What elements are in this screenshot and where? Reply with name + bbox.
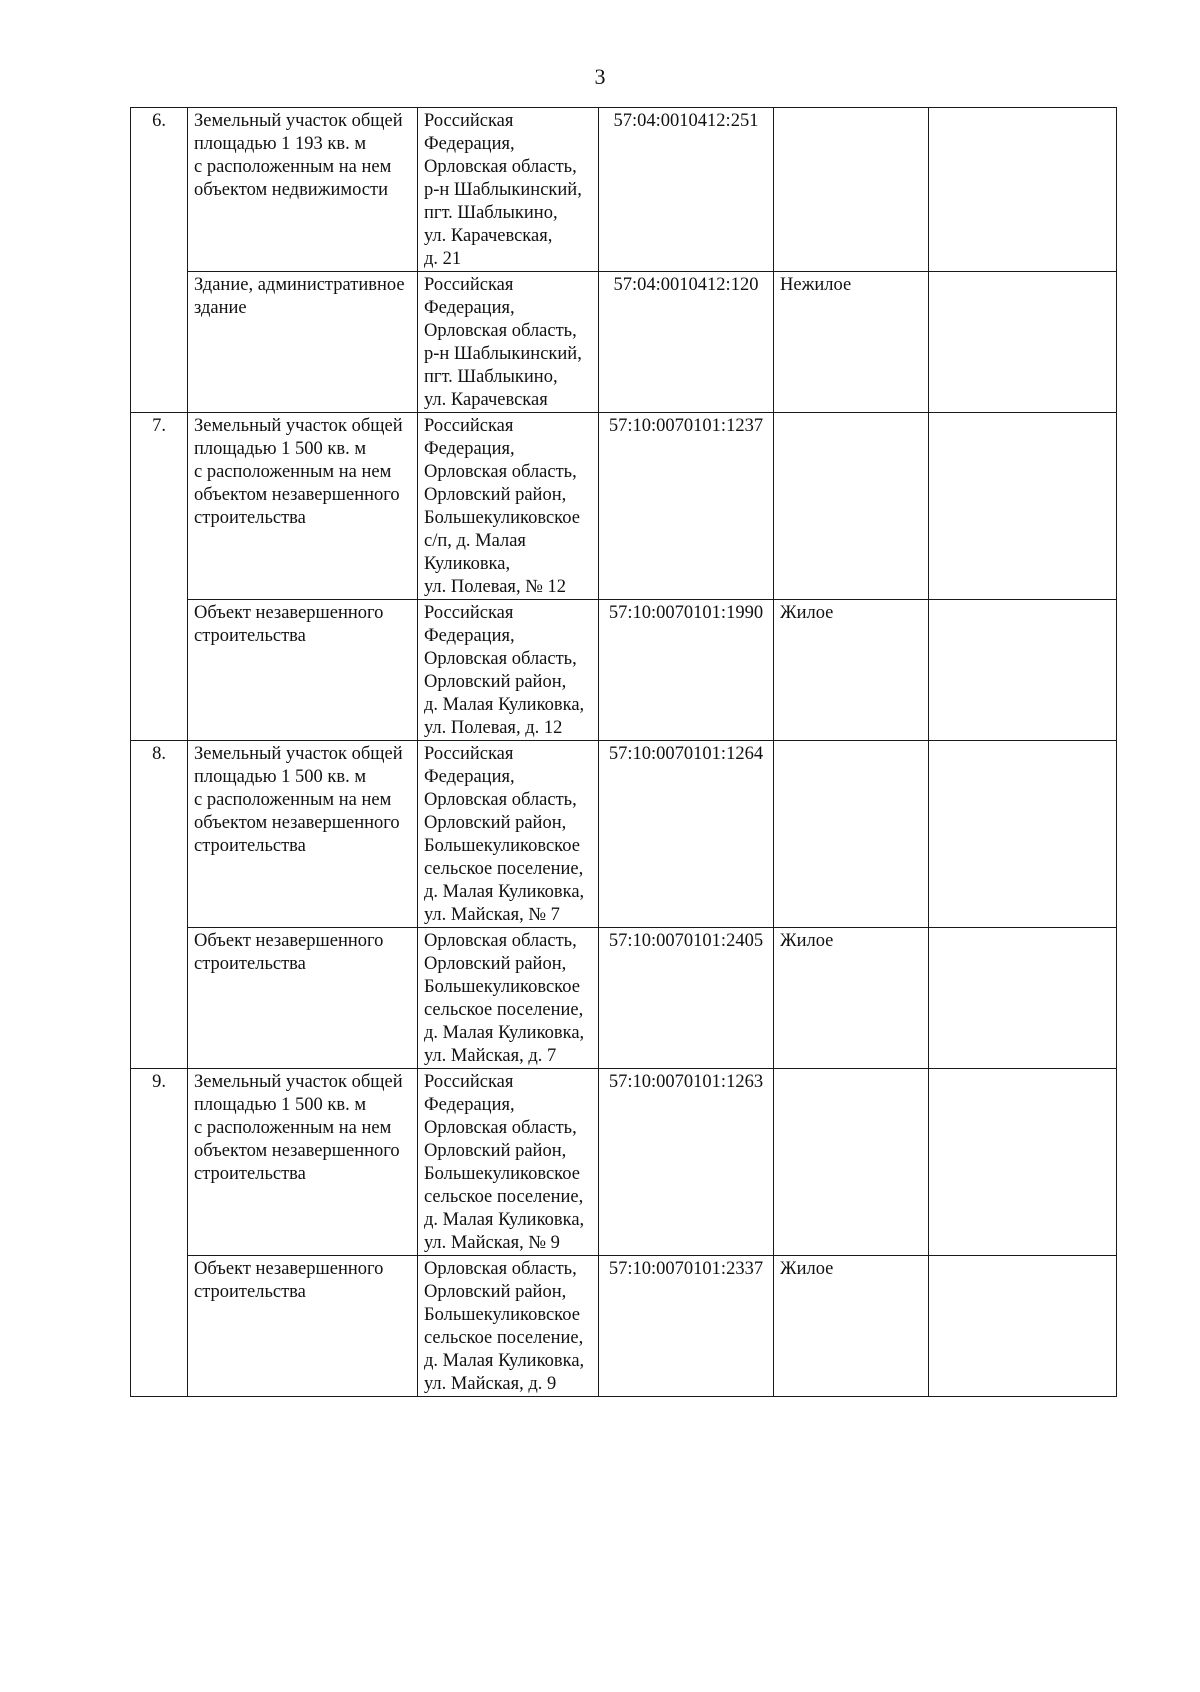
cadastral-number: 57:10:0070101:2405 [608, 931, 764, 951]
row-number-cell [131, 1069, 188, 1397]
extra-cell [929, 108, 1117, 272]
page-number: 3 [594, 64, 606, 89]
address-line: Орловская область, [424, 462, 577, 482]
row-number: 9. [152, 1072, 166, 1092]
address-line: Российская [424, 275, 514, 295]
purpose-cell [774, 600, 929, 741]
address-line: Большекуликовское [424, 836, 580, 856]
row-number: 7. [152, 416, 166, 436]
address-cell [418, 108, 599, 272]
registry-body [131, 108, 1117, 1397]
object-name-line: строительства [194, 508, 306, 528]
address-line: Куликовка, [424, 554, 511, 574]
cadastral-number: 57:10:0070101:1990 [608, 603, 764, 623]
address-line: пгт. Шаблыкино, [424, 203, 558, 223]
cadastral-number-cell [599, 108, 774, 272]
object-name-line: Объект незавершенного [194, 1259, 384, 1279]
address-line: Орловская область, [424, 931, 577, 951]
cadastral-number-cell [599, 272, 774, 413]
object-name-line: объектом незавершенного [194, 485, 400, 505]
address-line: Российская [424, 1072, 514, 1092]
address-line: Орловская область, [424, 790, 577, 810]
row-number-cell [131, 108, 188, 413]
address-line: Большекуликовское [424, 977, 580, 997]
table-row [131, 741, 1117, 928]
address-line: Большекуликовское [424, 508, 580, 528]
address-line: с/п, д. Малая [424, 531, 526, 551]
address-cell [418, 1069, 599, 1256]
object-name-line: с расположенным на нем [194, 462, 392, 482]
row-number-cell [131, 741, 188, 1069]
address-line: Российская [424, 744, 514, 764]
extra-cell [929, 272, 1117, 413]
table-row [131, 1256, 1117, 1397]
table-row [131, 272, 1117, 413]
row-number-cell [131, 413, 188, 741]
address-line: д. Малая Куликовка, [424, 1351, 585, 1371]
address-line: Российская [424, 416, 514, 436]
address-line: Федерация, [424, 626, 515, 646]
object-name-line: площадью 1 193 кв. м [194, 134, 367, 154]
object-name-line: Земельный участок общей [194, 744, 403, 764]
purpose-cell [774, 1256, 929, 1397]
address-line: ул. Майская, № 7 [424, 905, 560, 925]
address-line: р-н Шаблыкинский, [424, 180, 582, 200]
address-line: Орловский район, [424, 485, 567, 505]
object-name-line: Объект незавершенного [194, 931, 384, 951]
address-line: ул. Майская, д. 9 [424, 1374, 557, 1394]
address-line: Орловский район, [424, 813, 567, 833]
address-line: Большекуликовское [424, 1305, 580, 1325]
address-line: д. Малая Куликовка, [424, 695, 585, 715]
cadastral-number-cell [599, 600, 774, 741]
address-cell [418, 600, 599, 741]
address-cell [418, 413, 599, 600]
extra-cell [929, 928, 1117, 1069]
address-line: Орловский район, [424, 954, 567, 974]
table-row [131, 413, 1117, 600]
address-line: Федерация, [424, 767, 515, 787]
purpose-value: Жилое [780, 1259, 834, 1279]
object-name-cell [188, 1256, 418, 1397]
address-line: Орловская область, [424, 1118, 577, 1138]
table-row [131, 600, 1117, 741]
object-name-cell [188, 600, 418, 741]
extra-cell [929, 741, 1117, 928]
table-row [131, 1069, 1117, 1256]
object-name-line: здание [194, 298, 247, 318]
address-line: ул. Майская, д. 7 [424, 1046, 557, 1066]
address-line: сельское поселение, [424, 1000, 584, 1020]
address-line: Федерация, [424, 298, 515, 318]
address-line: Федерация, [424, 134, 515, 154]
row-number: 6. [152, 111, 166, 131]
object-name-line: строительства [194, 1282, 306, 1302]
object-name-line: Земельный участок общей [194, 1072, 403, 1092]
address-line: сельское поселение, [424, 859, 584, 879]
address-cell [418, 928, 599, 1069]
extra-cell [929, 600, 1117, 741]
object-name-line: Земельный участок общей [194, 111, 403, 131]
object-name-line: строительства [194, 1164, 306, 1184]
address-line: Орловская область, [424, 157, 577, 177]
object-name-line: площадью 1 500 кв. м [194, 767, 367, 787]
object-name-line: площадью 1 500 кв. м [194, 439, 367, 459]
address-line: пгт. Шаблыкино, [424, 367, 558, 387]
object-name-line: с расположенным на нем [194, 157, 392, 177]
address-cell [418, 272, 599, 413]
object-name-line: объектом незавершенного [194, 1141, 400, 1161]
purpose-cell [774, 928, 929, 1069]
cadastral-number-cell [599, 413, 774, 600]
cadastral-number-cell [599, 741, 774, 928]
cadastral-number: 57:10:0070101:1237 [608, 416, 764, 436]
object-name-cell [188, 108, 418, 272]
purpose-cell [774, 272, 929, 413]
object-name-line: строительства [194, 836, 306, 856]
address-line: Орловский район, [424, 1141, 567, 1161]
object-name-line: с расположенным на нем [194, 790, 392, 810]
purpose-value: Жилое [780, 603, 834, 623]
row-number: 8. [152, 744, 166, 764]
address-line: Федерация, [424, 1095, 515, 1115]
address-cell [418, 741, 599, 928]
object-name-line: строительства [194, 626, 306, 646]
object-name-cell [188, 413, 418, 600]
property-registry-table [130, 107, 1117, 1397]
object-name-cell [188, 928, 418, 1069]
address-line: Российская [424, 111, 514, 131]
cadastral-number-cell [599, 928, 774, 1069]
address-line: р-н Шаблыкинский, [424, 344, 582, 364]
address-line: Российская [424, 603, 514, 623]
object-name-cell [188, 272, 418, 413]
extra-cell [929, 413, 1117, 600]
cadastral-number: 57:10:0070101:1263 [608, 1072, 764, 1092]
address-line: д. Малая Куликовка, [424, 882, 585, 902]
purpose-value: Жилое [780, 931, 834, 951]
object-name-line: с расположенным на нем [194, 1118, 392, 1138]
extra-cell [929, 1256, 1117, 1397]
object-name-line: Объект незавершенного [194, 603, 384, 623]
address-line: д. Малая Куликовка, [424, 1210, 585, 1230]
cadastral-number-cell [599, 1069, 774, 1256]
table-row [131, 928, 1117, 1069]
address-line: Орловская область, [424, 321, 577, 341]
address-line: ул. Карачевская, [424, 226, 553, 246]
purpose-cell [774, 1069, 929, 1256]
address-line: ул. Карачевская [424, 390, 548, 410]
address-line: Орловская область, [424, 1259, 577, 1279]
address-line: Орловский район, [424, 672, 567, 692]
address-line: ул. Полевая, № 12 [424, 577, 566, 597]
object-name-line: объектом незавершенного [194, 813, 400, 833]
object-name-line: Здание, административное [194, 275, 405, 295]
address-line: д. 21 [424, 249, 462, 269]
purpose-value: Нежилое [780, 275, 852, 295]
object-name-line: объектом недвижимости [194, 180, 389, 200]
object-name-cell [188, 1069, 418, 1256]
address-cell [418, 1256, 599, 1397]
address-line: Большекуликовское [424, 1164, 580, 1184]
address-line: Федерация, [424, 439, 515, 459]
address-line: ул. Майская, № 9 [424, 1233, 560, 1253]
address-line: ул. Полевая, д. 12 [424, 718, 563, 738]
extra-cell [929, 1069, 1117, 1256]
object-name-line: Земельный участок общей [194, 416, 403, 436]
address-line: Орловская область, [424, 649, 577, 669]
address-line: Орловский район, [424, 1282, 567, 1302]
cadastral-number: 57:10:0070101:1264 [608, 744, 764, 764]
table-row [131, 108, 1117, 272]
cadastral-number-cell [599, 1256, 774, 1397]
cadastral-number: 57:04:0010412:120 [613, 275, 759, 295]
object-name-line: площадью 1 500 кв. м [194, 1095, 367, 1115]
object-name-cell [188, 741, 418, 928]
cadastral-number: 57:10:0070101:2337 [608, 1259, 764, 1279]
cadastral-number: 57:04:0010412:251 [613, 111, 759, 131]
purpose-cell [774, 413, 929, 600]
purpose-cell [774, 108, 929, 272]
address-line: д. Малая Куликовка, [424, 1023, 585, 1043]
address-line: сельское поселение, [424, 1187, 584, 1207]
object-name-line: строительства [194, 954, 306, 974]
address-line: сельское поселение, [424, 1328, 584, 1348]
purpose-cell [774, 741, 929, 928]
